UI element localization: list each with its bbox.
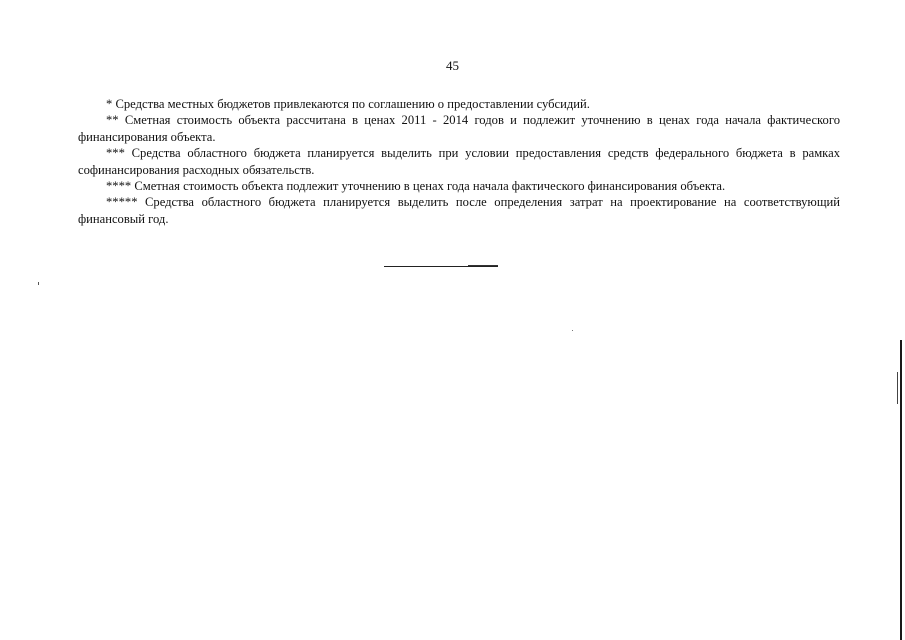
footnote-local-budgets: * Средства местных бюджетов привлекаются по соглашению о предоставлении субсидий. xyxy=(106,97,590,111)
footnote-regional-budget-design: ***** Средства областного бюджета планируется выделить после определения затрат на проектирование на соответствующий финансовый год. xyxy=(78,195,840,226)
footnote-regional-budget-cofinancing: *** Средства областного бюджета планируется выделить при условии предоставления средств федерального бюджета в рамках софинансирования расходных обязательств. xyxy=(78,146,840,177)
footnotes xyxy=(78,96,840,227)
scan-edge-line xyxy=(900,340,902,640)
scan-speck xyxy=(38,282,39,285)
page-number: 45 xyxy=(446,58,459,73)
footnote-estimated-cost-update: **** Сметная стоимость объекта подлежит уточнению в ценах года начала фактического финансирования объекта. xyxy=(106,179,726,194)
end-of-text-rule xyxy=(384,266,498,267)
scan-speck xyxy=(572,330,573,331)
scan-edge-line xyxy=(897,372,898,404)
footnote-estimated-cost-2011-2014: ** Сметная стоимость объекта рассчитана в ценах 2011 - 2014 годов и подлежит уточнению в ценах года начала фактического финансирования объекта. xyxy=(78,113,840,144)
